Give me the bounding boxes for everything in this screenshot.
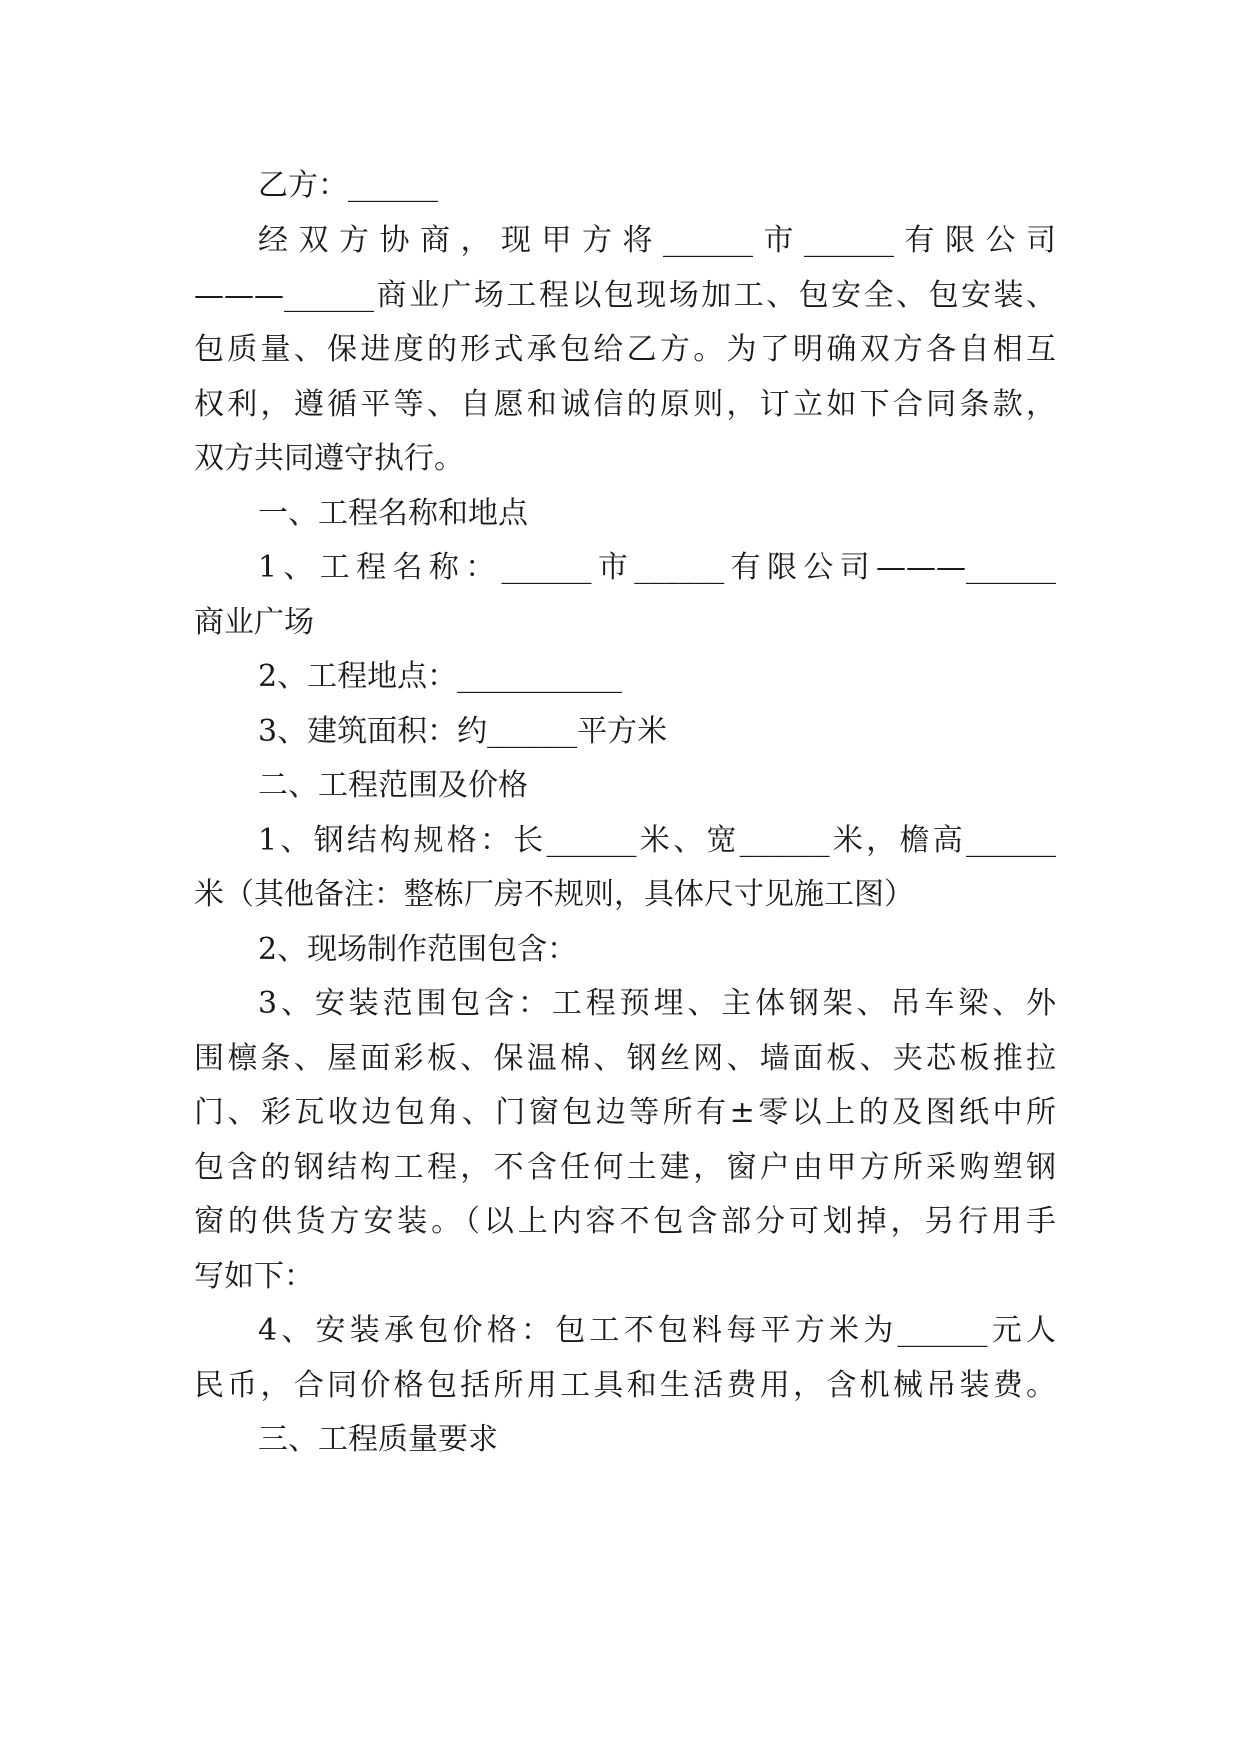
preamble-line-1: 经双方协商，现甲方将______市______有限公司	[258, 223, 1056, 258]
project-name-line-1: 1、工程名称：______市______有限公司———______	[258, 550, 1056, 585]
section-1-heading: 一、工程名称和地点	[258, 496, 528, 531]
install-scope-line-5: 窗的供货方安装。（以上内容不包含部分可划掉，另行用手	[194, 1204, 1056, 1239]
preamble-line-4: 权利，遵循平等、自愿和诚信的原则，订立如下合同条款，	[194, 387, 1056, 422]
project-location-line: 2、工程地点：___________	[258, 659, 623, 694]
preamble-line-5: 双方共同遵守执行。	[194, 441, 464, 476]
spec-line-1: 1、钢结构规格：长______米、宽______米，檐高______	[258, 823, 1056, 858]
preamble-line-3: 包质量、保进度的形式承包给乙方。为了明确双方各自相互	[194, 332, 1056, 367]
project-name-line-2: 商业广场	[194, 605, 314, 640]
install-scope-line-6: 写如下：	[194, 1259, 314, 1294]
install-scope-line-4: 包含的钢结构工程，不含任何土建，窗户由甲方所采购塑钢	[194, 1150, 1056, 1185]
install-scope-line-1: 3、安装范围包含：工程预埋、主体钢架、吊车梁、外	[258, 986, 1056, 1021]
party-b-line: 乙方：______	[258, 168, 438, 203]
price-line-1: 4、安装承包价格：包工不包料每平方米为______元人	[258, 1313, 1056, 1348]
fabrication-scope-line: 2、现场制作范围包含：	[258, 932, 578, 967]
install-scope-line-2: 围檩条、屋面彩板、保温棉、钢丝网、墙面板、夹芯板推拉	[194, 1041, 1056, 1076]
section-3-heading: 三、工程质量要求	[258, 1422, 498, 1457]
preamble-line-2: ———______商业广场工程以包现场加工、包安全、包安装、	[194, 278, 1056, 313]
install-scope-line-3: 门、彩瓦收边包角、门窗包边等所有±零以上的及图纸中所	[194, 1095, 1056, 1130]
price-line-2: 民币，合同价格包括所用工具和生活费用，含机械吊装费。	[194, 1368, 1056, 1403]
section-2-heading: 二、工程范围及价格	[258, 768, 528, 803]
spec-line-2: 米（其他备注：整栋厂房不规则，具体尺寸见施工图）	[194, 877, 914, 912]
building-area-line: 3、建筑面积：约______平方米	[258, 714, 668, 749]
